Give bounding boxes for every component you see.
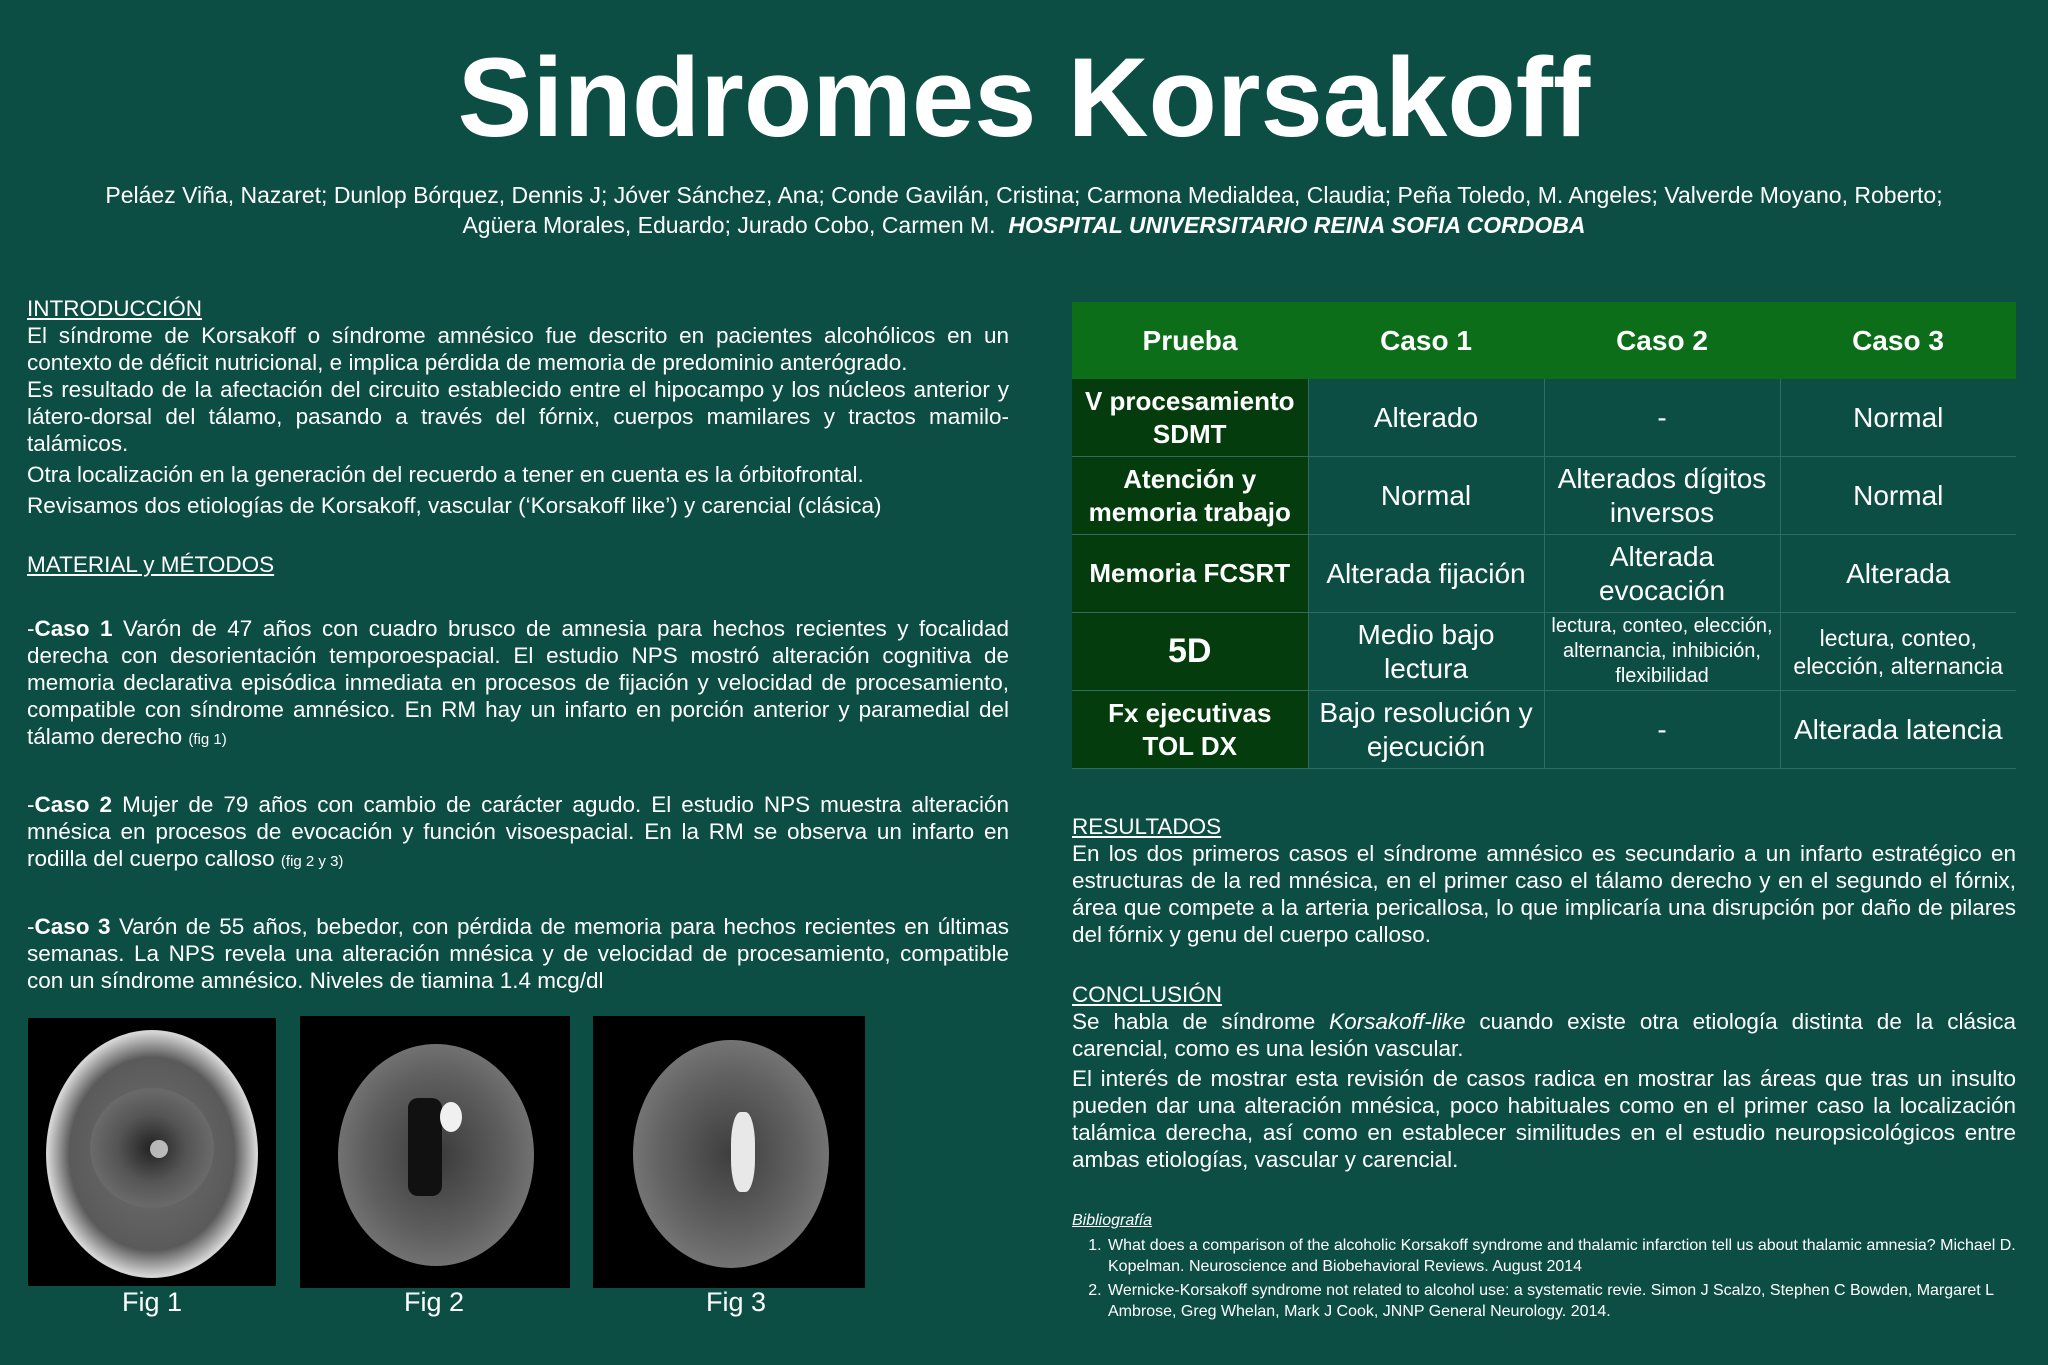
table-cell: Bajo resolución y ejecución bbox=[1308, 691, 1544, 769]
hospital-name: HOSPITAL UNIVERSITARIO REINA SOFIA CORDOBA bbox=[1008, 212, 1586, 238]
fig-2-caption: Fig 2 bbox=[403, 1287, 465, 1317]
case-1-text: Varón de 47 años con cuadro brusco de amnesia para hechos recientes y focalidad derecha con desorientación temporoespacial. El estudio NPS mostró alteración cognitiva de memoria declarativa episódica inmediata en procesos de fijación y velocidad de procesamiento, compatible con síndrome amnésico. En RM hay un infarto en porción anterior y paramedial del tálamo derecho bbox=[27, 616, 1009, 749]
table-cell: Alterada fijación bbox=[1308, 535, 1544, 613]
table-row bbox=[1072, 457, 2016, 535]
left-column bbox=[27, 295, 1009, 994]
bibliography-heading: Bibliografía bbox=[1072, 1212, 1153, 1229]
table-cell: Normal bbox=[1780, 457, 2016, 535]
table-cell: - bbox=[1544, 379, 1780, 457]
fig-1-caption: Fig 1 bbox=[121, 1287, 183, 1317]
bibliography-list bbox=[1072, 1235, 2016, 1322]
table-cell: lectura, conteo, elección, alternancia, inhibición, flexibilidad bbox=[1544, 613, 1780, 691]
bibliography-item: 2. Wernicke-Korsakoff syndrome not related to alcohol use: a systematic revie. Simon J Scalzo, Stephen C Bowden, Margaret L Ambrose, Greg Whelan, Mark J Cook, JNNP General Neurology. 2014. bbox=[1106, 1280, 2016, 1322]
case-1: -Caso 1 Varón de 47 años con cuadro brusco de amnesia para hechos recientes y focalidad derecha con desorientación temporoespacial. El estudio NPS mostró alteración cognitiva de memoria declarativa episódica inmediata en procesos de fijación y velocidad de procesamiento, compatible con síndrome amnésico. En RM hay un infarto en porción anterior y paramedial del tálamo derecho (fig 1) bbox=[27, 616, 1009, 749]
authors-block bbox=[40, 180, 2008, 240]
table-cell: Alterada latencia bbox=[1780, 691, 2016, 769]
intro-heading: INTRODUCCIÓN bbox=[27, 296, 202, 321]
row-test-name: Atención y memoria trabajo bbox=[1072, 457, 1308, 535]
conclusion-paragraph-1: Se habla de síndrome Korsakoff-like cuando existe otra etiología distinta de la clásica carencial, como es una lesión vascular. bbox=[1072, 1009, 2016, 1061]
row-test-name: V procesamiento SDMT bbox=[1072, 379, 1308, 457]
case-2-ref: (fig 2 y 3) bbox=[280, 853, 344, 870]
methods-heading: MATERIAL y MÉTODOS bbox=[27, 552, 275, 577]
results-table bbox=[1072, 302, 2016, 769]
results-text: En los dos primeros casos el síndrome amnésico es secundario a un infarto estratégico en estructuras de la red mnésica, en el primer caso el tálamo derecho y en el segundo el fórnix, área que compete a la arteria pericallosa, lo que implicaría una disrupción por daño de pilares del fórnix y genu del cuerpo calloso. bbox=[1072, 841, 2016, 947]
table-header-cell: Caso 1 bbox=[1308, 302, 1544, 379]
case-3-label: Caso 3 bbox=[34, 914, 111, 939]
conclusion-heading: CONCLUSIÓN bbox=[1072, 982, 1223, 1007]
table-header-cell: Prueba bbox=[1072, 302, 1308, 379]
intro-paragraph-1: El síndrome de Korsakoff o síndrome amnésico fue descrito en pacientes alcohólicos en un contexto de déficit nutricional, e implica pérdida de memoria de predominio anterógrado. bbox=[27, 323, 1009, 375]
conclusion-paragraph-2: El interés de mostrar esta revisión de casos radica en mostrar las áreas que tras un insulto pueden dar una alteración mnésica, poco habituales como en el primer caso la localización talámica derecha, así como en establecer similitudes en el estudio neuropsicológicos entre ambas etiologías, vascular y carencial. bbox=[1072, 1066, 2016, 1172]
case-2: -Caso 2 Mujer de 79 años con cambio de carácter agudo. El estudio NPS muestra alteración mnésica en procesos de evocación y función visoespacial. En la RM se observa un infarto en rodilla del cuerpo calloso (fig 2 y 3) bbox=[27, 792, 1009, 871]
row-test-name: 5D bbox=[1072, 613, 1308, 691]
bibliography-item: 1. What does a comparison of the alcoholic Korsakoff syndrome and thalamic infarction tell us about thalamic amnesia? Michael D. Kopelman. Neuroscience and Biobehavioral Reviews. August 2014 bbox=[1106, 1235, 2016, 1277]
authors-line2: Agüera Morales, Eduardo; Jurado Cobo, Carmen M. bbox=[462, 212, 996, 238]
case-2-text: Mujer de 79 años con cambio de carácter agudo. El estudio NPS muestra alteración mnésica en procesos de evocación y función visoespacial. En la RM se observa un infarto en rodilla del cuerpo calloso bbox=[27, 792, 1009, 871]
case-2-label: Caso 2 bbox=[34, 792, 113, 817]
case-3-text: Varón de 55 años, bebedor, con pérdida de memoria para hechos recientes en últimas semanas. La NPS revela una alteración mnésica y de velocidad de procesamiento, compatible con un síndrome amnésico. Niveles de tiamina 1.4 mcg/dl bbox=[27, 914, 1009, 993]
table-cell: Normal bbox=[1780, 379, 2016, 457]
intro-paragraph-2: Es resultado de la afectación del circuito establecido entre el hipocampo y los núcleos anterior y látero-dorsal del tálamo, pasando a través del fórnix, cuerpos mamilares y tractos mamilo-talámicos. bbox=[27, 377, 1009, 456]
bibliography-section bbox=[1072, 1210, 2016, 1325]
table-header-row bbox=[1072, 302, 2016, 379]
row-test-name: Fx ejecutivas TOL DX bbox=[1072, 691, 1308, 769]
table-header-cell: Caso 3 bbox=[1780, 302, 2016, 379]
table-cell: Alterada bbox=[1780, 535, 2016, 613]
table-cell: Medio bajo lectura bbox=[1308, 613, 1544, 691]
case-1-label: Caso 1 bbox=[34, 616, 113, 641]
fig-2-mri-image bbox=[300, 1016, 570, 1288]
fig-1-mri-image bbox=[28, 1018, 276, 1286]
table-cell: Normal bbox=[1308, 457, 1544, 535]
row-test-name: Memoria FCSRT bbox=[1072, 535, 1308, 613]
authors-line1: Peláez Viña, Nazaret; Dunlop Bórquez, Dennis J; Jóver Sánchez, Ana; Conde Gavilán, Cristina; Carmona Medialdea, Claudia; Peña Toledo, M. Angeles; Valverde Moyano, Roberto; bbox=[105, 182, 1943, 208]
table-header-cell: Caso 2 bbox=[1544, 302, 1780, 379]
results-section bbox=[1072, 813, 2016, 948]
table-row bbox=[1072, 691, 2016, 769]
table-cell: - bbox=[1544, 691, 1780, 769]
intro-paragraph-4: Revisamos dos etiologías de Korsakoff, vascular (‘Korsakoff like’) y carencial (clásica) bbox=[27, 493, 882, 518]
table-row bbox=[1072, 379, 2016, 457]
intro-paragraph-3: Otra localización en la generación del recuerdo a tener en cuenta es la órbitofrontal. bbox=[27, 462, 864, 487]
conclusion-section bbox=[1072, 981, 2016, 1173]
table-row bbox=[1072, 535, 2016, 613]
table-cell: Alterado bbox=[1308, 379, 1544, 457]
fig-3-mri-image bbox=[593, 1016, 865, 1288]
table-row bbox=[1072, 613, 2016, 691]
case-3: -Caso 3 Varón de 55 años, bebedor, con pérdida de memoria para hechos recientes en últimas semanas. La NPS revela una alteración mnésica y de velocidad de procesamiento, compatible con un síndrome amnésico. Niveles de tiamina 1.4 mcg/dl bbox=[27, 914, 1009, 993]
table-cell: Alterados dígitos inversos bbox=[1544, 457, 1780, 535]
poster-title: Sindromes Korsakoff bbox=[457, 35, 1591, 160]
results-heading: RESULTADOS bbox=[1072, 814, 1222, 839]
table-cell: lectura, conteo, elección, alternancia bbox=[1780, 613, 2016, 691]
table-cell: Alterada evocación bbox=[1544, 535, 1780, 613]
fig-3-caption: Fig 3 bbox=[705, 1287, 767, 1317]
case-1-ref: (fig 1) bbox=[188, 731, 227, 748]
